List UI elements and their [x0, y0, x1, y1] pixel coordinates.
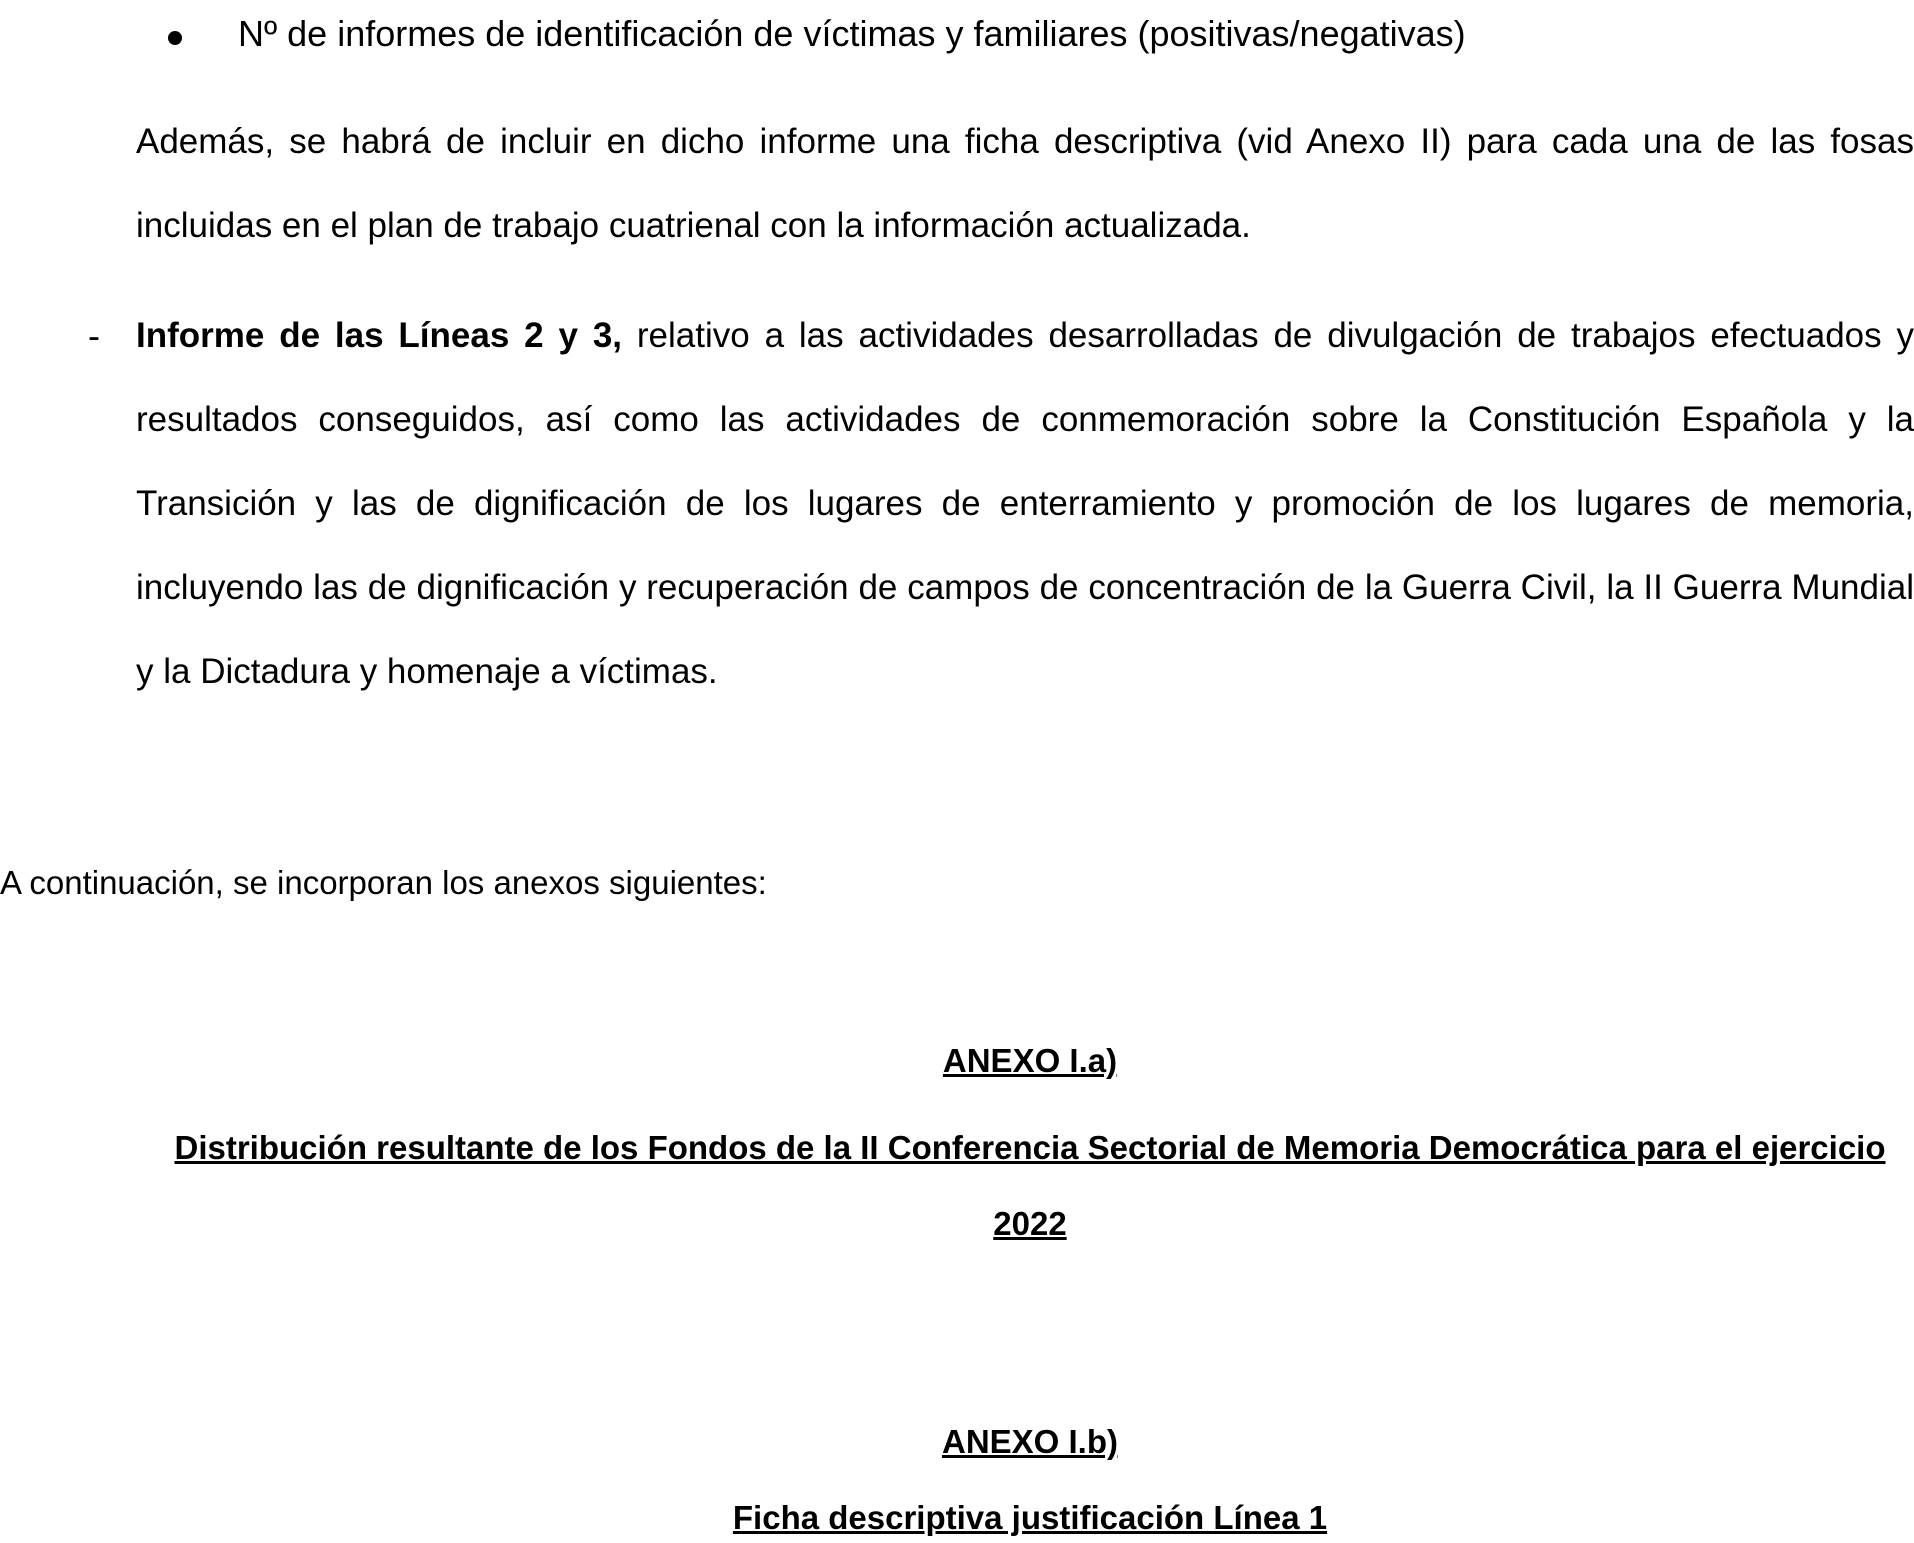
annex-a-title: ANEXO I.a): [942, 1042, 1118, 1079]
annex-b-subtitle: Ficha descriptiva justificación Línea 1: [732, 1499, 1328, 1536]
bullet-item-text: Nº de informes de identificación de víctimas y familiares (positivas/negativas): [238, 13, 1466, 54]
bullet-list-item: [0, 6, 1914, 62]
bullet-icon: [168, 31, 182, 45]
informe-bold-lead: Informe de las Líneas 2 y 3,: [136, 316, 623, 355]
informe-paragraph: [136, 294, 1914, 714]
annex-b-title: ANEXO I.b): [941, 1423, 1118, 1460]
ademas-paragraph: Además, se habrá de incluir en dicho informe una ficha descriptiva (vid Anexo II) para cada una de las fosas incluidas en el plan de trabajo cuatrienal con la información actualizada.: [136, 122, 1914, 245]
annexes-intro: A continuación, se incorporan los anexos siguientes:: [0, 864, 767, 901]
informe-text: relativo a las actividades desarrolladas de divulgación de trabajos efectuados y resultados conseguidos, así como las actividades de conmemoración sobre la Constitución Española y la Transición y las de dignificación de los lugares de enterramiento y promoción de los lugares de memoria, incluyendo las de dignificación y recuperación de campos de concentración de la Guerra Civil, la II Guerra Mundial y la Dictadura y homenaje a víctimas.: [136, 316, 1914, 691]
list-dash: -: [88, 315, 100, 356]
annex-a-subtitle: Distribución resultante de los Fondos de la II Conferencia Sectorial de Memoria Democrática para el ejercicio 2022: [174, 1129, 1886, 1242]
